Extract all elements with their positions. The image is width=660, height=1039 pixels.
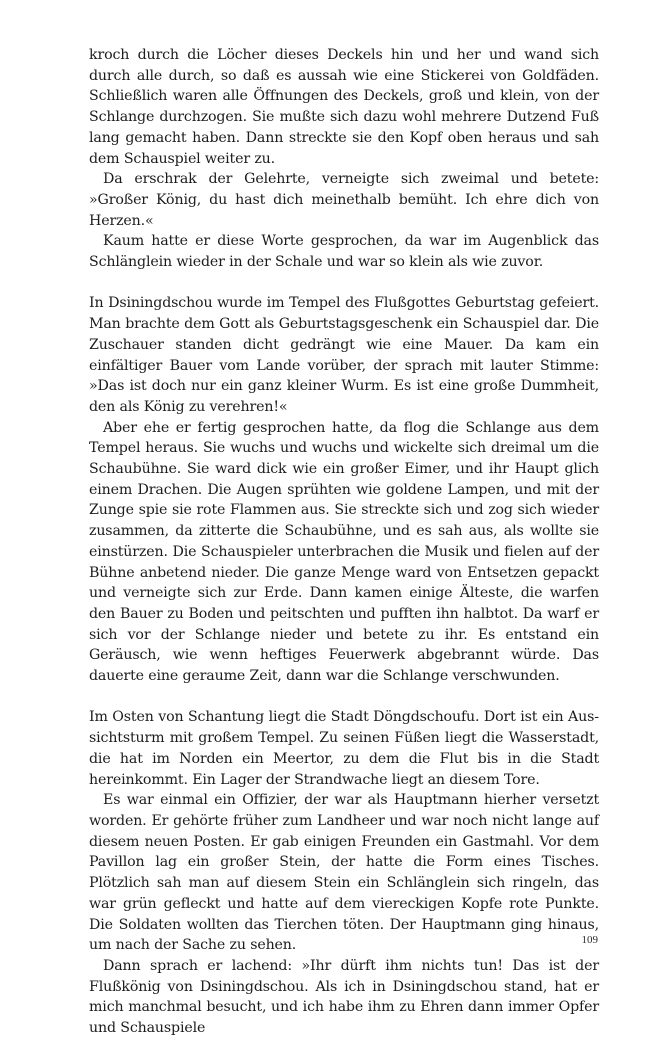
- paragraph: Aber ehe er fertig gesprochen hatte, da flog die Schlange aus dem Tempel heraus. Sie wuchs und wuchs und wickelte sich dreimal um die Schaubühne. Sie ward dick wie ein großer Eimer, und ihr Haupt glich einem Drachen. Die Augen sprühten wie goldene Lampen, und mit der Zunge spie sie rote Flammen aus. Sie streckte sich und zog sich wieder zusammen, da zitterte die Schaubühne, und es sah aus, als wollte sie einstürzen. Die Schauspieler unterbrachen die Musik und fielen auf der Bühne anbetend nieder. Die ganze Menge ward von Entsetzen gepackt und verneigte sich zur Erde. Dann kamen einige Älteste, die warfen den Bauer zu Boden und peitschten und pufften ihn halbtot. Da warf er sich vor der Schlange nieder und betete zu ihr. Es entstand ein Geräusch, wie wenn heftiges Feuerwerk abgebrannt würde. Das dauerte eine geraume Zeit, dann war die Schlange verschwunden.: [89, 419, 599, 685]
- page-number: 109: [581, 934, 598, 946]
- book-page-body: [89, 45, 599, 1039]
- paragraph: Dann sprach er lachend: »Ihr dürft ihm nichts tun! Das ist der Flußkönig von Dsiningdschou. Als ich in Dsiningdschou stand, hat er mich manchmal besucht, und ich habe ihm zu Ehren dann immer Opfer und Schauspiele: [89, 957, 599, 1037]
- paragraph: Da erschrak der Gelehrte, verneigte sich zweimal und betete: »Großer König, du hast dich meinethalb bemüht. Ich ehre dich von Herzen.«: [89, 171, 599, 229]
- paragraph: Es war einmal ein Offizier, der war als Hauptmann hierher versetzt worden. Er gehörte früher zum Landheer und war noch nicht lange auf diesem neuen Posten. Er gab einigen Freunden ein Gastmahl. Vor dem Pavillon lag ein großer Stein, der hatte die Form eines Tisches. Plötzlich sah man auf diesem Stein ein Schlänglein sich ringeln, das war grün gefleckt und hatte auf dem viereckigen Kopfe rote Punkte. Die Soldaten wollten das Tierchen töten. Der Hauptmann ging hinaus, um nach der Sache zu sehen.: [89, 792, 599, 954]
- paragraph: Im Osten von Schantung liegt die Stadt Döngdschoufu. Dort ist ein Aussichtsturm mit großem Tempel. Zu seinen Füßen liegt die Wasserstadt, die hat im Norden ein Meertor, zu dem die Flut bis in die Stadt hereinkommt. Ein Lager der Strandwache liegt an diesem Tore.: [89, 709, 599, 788]
- paragraph: kroch durch die Löcher dieses Deckels hin und her und wand sich durch alle durch, so daß es aussah wie eine Stickerei von Goldfäden. Schließlich waren alle Öffnungen des Deckels, groß und klein, von der Schlange durchzogen. Sie mußte sich dazu wohl mehrere Dutzend Fuß lang gemacht haben. Dann streckte sie den Kopf oben heraus und sah dem Schauspiel weiter zu.: [89, 47, 599, 167]
- paragraph: Kaum hatte er diese Worte gesprochen, da war im Augenblick das Schlänglein wieder in der Schale und war so klein als wie zuvor.: [89, 233, 599, 271]
- paragraph: In Dsiningdschou wurde im Tempel des Flußgottes Geburtstag gefeiert. Man brachte dem Gott als Geburtstagsgeschenk ein Schauspiel dar. Die Zuschauer standen dicht gedrängt wie eine Mauer. Da kam ein einfältiger Bauer vom Lande vorüber, der sprach mit lauter Stimme: »Das ist doch nur ein ganz kleiner Wurm. Es ist eine große Dummheit, den als König zu verehren!«: [89, 295, 599, 415]
